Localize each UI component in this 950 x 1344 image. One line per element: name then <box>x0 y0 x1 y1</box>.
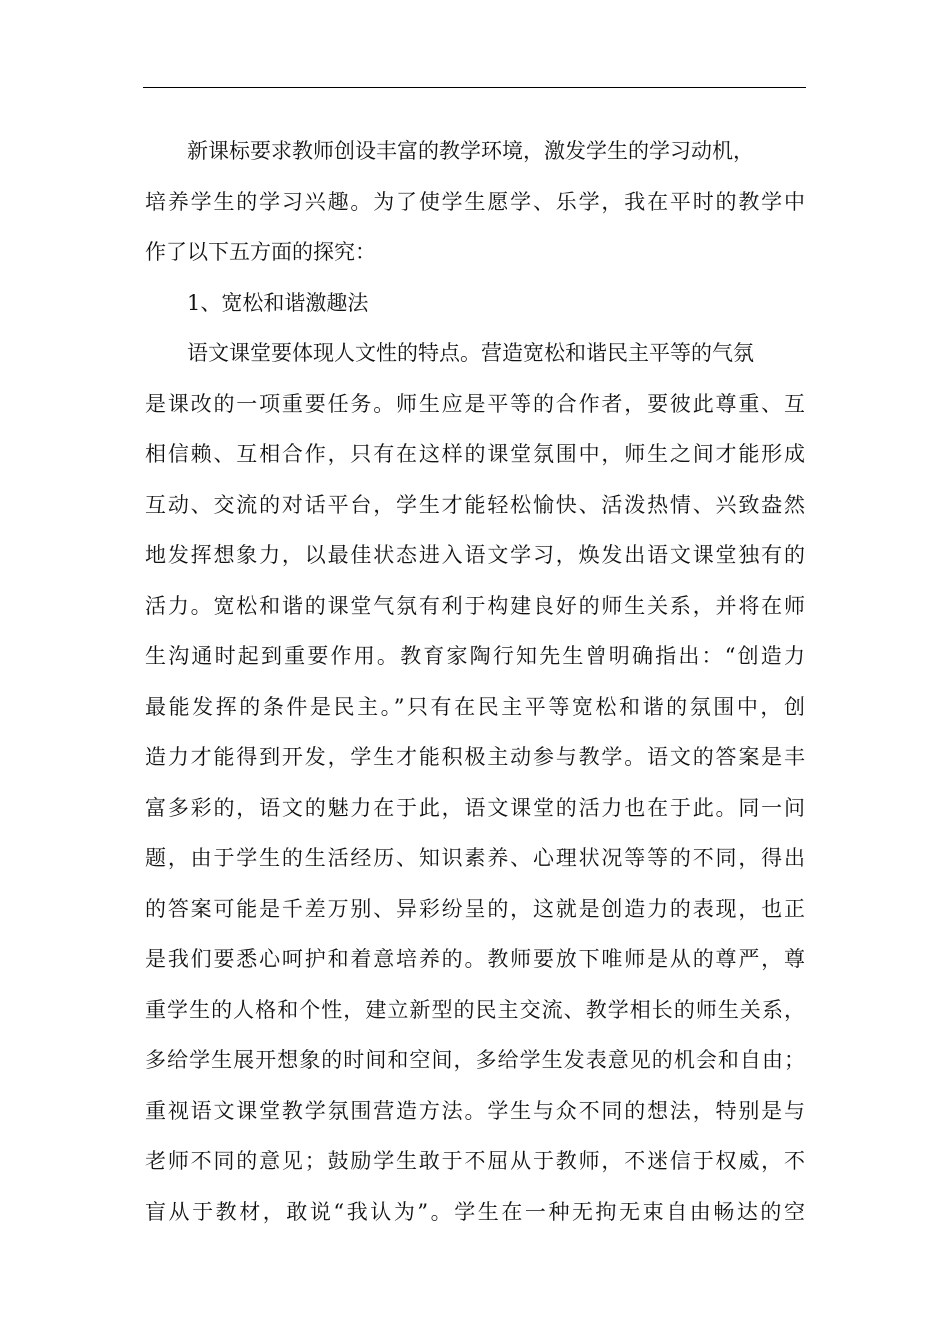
text-line: 作了以下五方面的探究： <box>145 240 376 264</box>
text-line: 最能发挥的条件是民主。”只有在民主平等宽松和谐的氛围中，创 <box>145 694 805 719</box>
text-line: 重学生的人格和个性，建立新型的民主交流、教学相长的师生关系， <box>145 997 805 1022</box>
header-rule <box>143 87 806 88</box>
text-line: 题，由于学生的生活经历、知识素养、心理状况等等的不同，得出 <box>145 846 805 870</box>
text-line: 多给学生展开想象的时间和空间，多给学生发表意见的机会和自由； <box>145 1048 805 1072</box>
text-line: 是课改的一项重要任务。师生应是平等的合作者，要彼此尊重、互 <box>145 391 805 416</box>
text-line: 是我们要悉心呵护和着意培养的。教师要放下唯师是从的尊严，尊 <box>145 947 805 971</box>
text-line: 老师不同的意见；鼓励学生敢于不屈从于教师，不迷信于权威，不 <box>145 1149 805 1173</box>
text-line: 培养学生的学习兴趣。为了使学生愿学、乐学，我在平时的教学中 <box>145 189 805 214</box>
text-line: 语文课堂要体现人文性的特点。营造宽松和谐民主平等的气氛 <box>187 341 754 365</box>
text-line: 新课标要求教师创设丰富的教学环境，激发学生的学习动机， <box>187 139 754 163</box>
text-line: 地发挥想象力，以最佳状态进入语文学习，焕发出语文课堂独有的 <box>145 543 805 567</box>
text-line: 富多彩的，语文的魅力在于此，语文课堂的活力也在于此。同一问 <box>145 795 805 820</box>
text-line: 的答案可能是千差万别、异彩纷呈的，这就是创造力的表现，也正 <box>145 896 805 921</box>
text-line: 盲从于教材，敢说“我认为”。学生在一种无拘无束自由畅达的空 <box>145 1199 805 1224</box>
text-line: 重视语文课堂教学氛围营造方法。学生与众不同的想法，特别是与 <box>145 1098 805 1123</box>
section-heading: 1、宽松和谐激趣法 <box>187 290 369 315</box>
text-line: 活力。宽松和谐的课堂气氛有利于构建良好的师生关系，并将在师 <box>145 593 805 618</box>
text-line: 生沟通时起到重要作用。教育家陶行知先生曾明确指出：“创造力 <box>145 644 805 668</box>
text-line: 互动、交流的对话平台，学生才能轻松愉快、活泼热情、兴致盎然 <box>145 492 805 517</box>
body-text <box>145 126 805 1237</box>
text-line: 造力才能得到开发，学生才能积极主动参与教学。语文的答案是丰 <box>145 745 805 769</box>
text-line: 相信赖、互相合作，只有在这样的课堂氛围中，师生之间才能形成 <box>145 442 805 466</box>
